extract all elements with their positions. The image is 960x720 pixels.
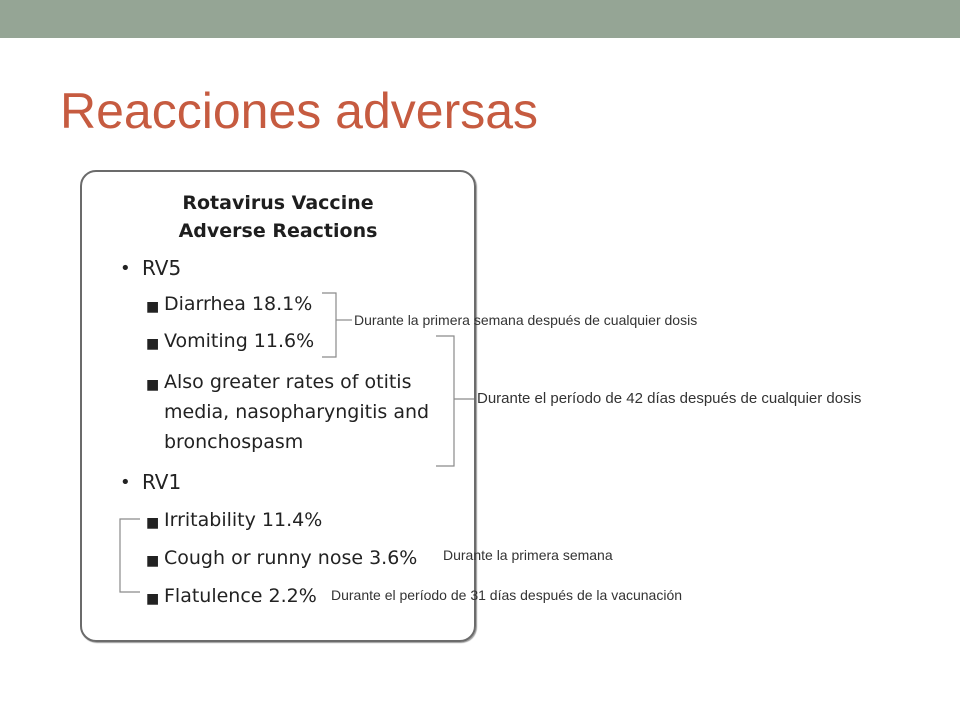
bullet-icon: ■	[146, 515, 160, 531]
annotation-first-week: Durante la primera semana	[443, 547, 613, 563]
rv5-item-diarrhea: Diarrhea 18.1%	[164, 293, 313, 315]
figure-heading-line2: Adverse Reactions	[178, 220, 378, 242]
annotation-first-week-any-dose: Durante la primera semana después de cualquier dosis	[354, 312, 698, 328]
slide-title: Reacciones adversas	[60, 83, 539, 139]
annotation-42-days: Durante el período de 42 días después de cualquier dosis	[477, 390, 862, 407]
rv5-item-also-line1: Also greater rates of otitis	[164, 371, 412, 393]
bullet-icon: ■	[146, 336, 160, 352]
rv5-item-also-line2: media, nasopharyngitis and	[164, 401, 430, 423]
bracket-rv5-42-days	[436, 336, 454, 466]
bullet-icon: •	[120, 472, 131, 493]
rv1-item-irritability: Irritability 11.4%	[164, 509, 323, 531]
rv5-item-vomiting: Vomiting 11.6%	[164, 330, 315, 352]
rv1-item-flatulence: Flatulence 2.2%	[164, 585, 317, 607]
bullet-icon: ■	[146, 377, 160, 393]
rv1-label: RV1	[142, 470, 182, 494]
bullet-icon: ■	[146, 553, 160, 569]
bracket-rv5-first-week	[322, 293, 336, 357]
bullet-icon: •	[120, 258, 131, 279]
rv5-label: RV5	[142, 256, 182, 280]
rv1-item-cough: Cough or runny nose 3.6%	[164, 547, 418, 569]
bullet-icon: ■	[146, 299, 160, 315]
rv5-item-also-line3: bronchospasm	[164, 431, 304, 453]
figure-heading-line1: Rotavirus Vaccine	[182, 192, 374, 214]
bullet-icon: ■	[146, 591, 160, 607]
bracket-rv1-31-days	[120, 519, 140, 592]
annotation-31-days: Durante el período de 31 días después de la vacunación	[331, 587, 683, 603]
